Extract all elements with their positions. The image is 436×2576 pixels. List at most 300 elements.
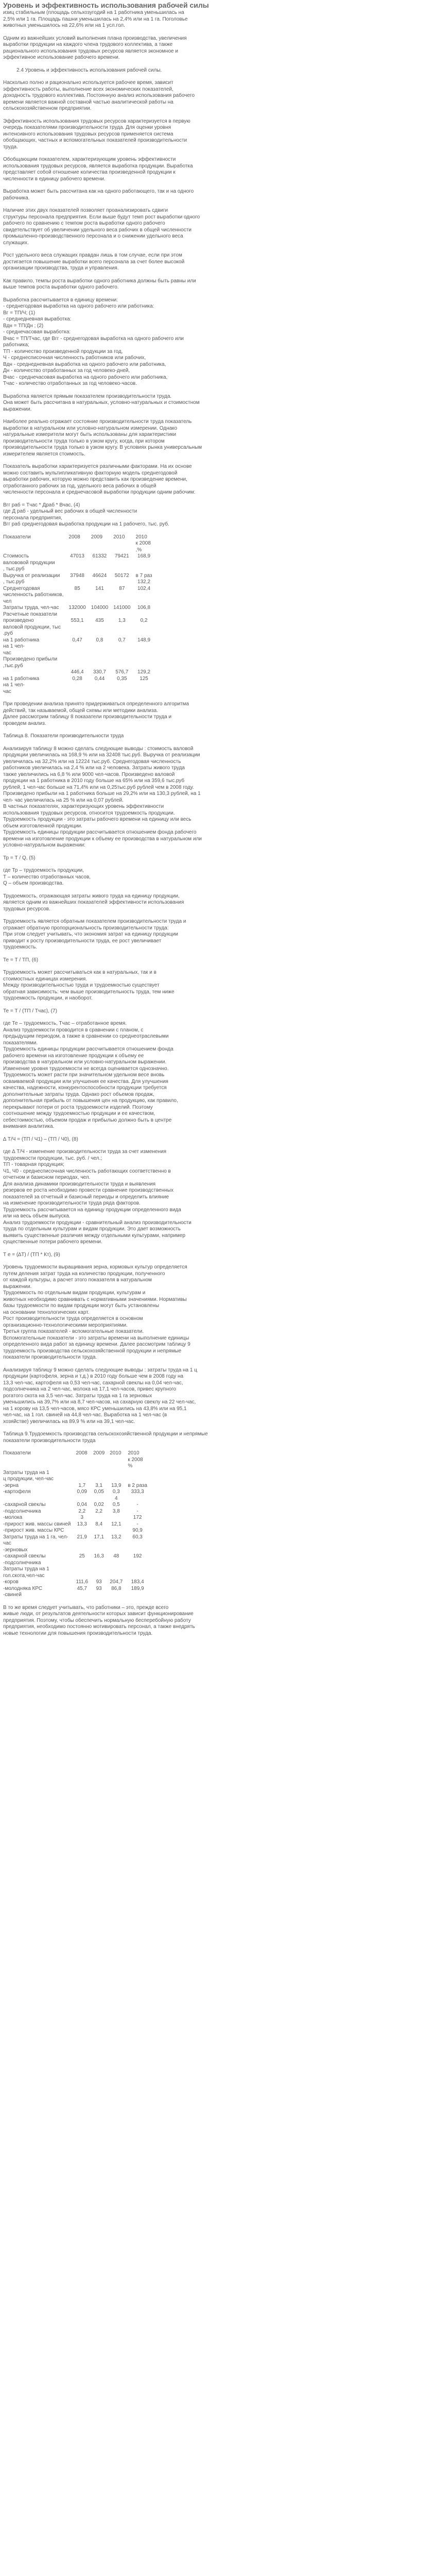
paragraph bbox=[3, 157, 433, 182]
cell-text: 16,3 bbox=[94, 1553, 104, 1559]
table-row bbox=[3, 1483, 152, 1489]
cell-text: 86,8 bbox=[111, 1585, 121, 1591]
cell-text: на 1 работника bbox=[3, 675, 40, 682]
cell-text: произведено валовой продукции, тыс .руб bbox=[3, 618, 61, 636]
table-cell bbox=[110, 1579, 128, 1586]
text-line: При этом следует учитывать, что экономия затрат на единицу продукции bbox=[3, 931, 178, 937]
text-line: трудоемкость производства сельскохозяйственной продукции и непрямые bbox=[3, 1348, 182, 1354]
text-line: перекрывают потери от роста трудоемкости изделий. Поэтому bbox=[3, 1104, 153, 1110]
text-line: стоимостных единицах измерения. bbox=[3, 976, 88, 982]
row-label bbox=[3, 573, 68, 586]
text-line: - среднедневная выработка: bbox=[3, 316, 72, 322]
text-line: где Д раб - удельный вес рабочих в общей численности bbox=[3, 509, 137, 514]
text-line: где Тр – трудоемкость продукции, bbox=[3, 868, 84, 873]
table-cell bbox=[110, 1483, 128, 1489]
text-line: резервов ее роста необходимо провести сравнение производственных bbox=[3, 1188, 173, 1193]
table-cell bbox=[128, 1566, 152, 1579]
text-line: работников увеличилась на 2,4 % или на 2 человека. Затраты живого труда bbox=[3, 765, 185, 771]
paragraph bbox=[3, 957, 433, 964]
cell-text: -подсолнечника bbox=[3, 1508, 41, 1514]
text-line: проведем анализ. bbox=[3, 720, 46, 726]
table-cell bbox=[128, 1502, 152, 1509]
text-line: Трудоемкость может рассчитываться как в натуральных, так и в bbox=[3, 970, 156, 975]
table-row bbox=[3, 669, 158, 676]
table-cell bbox=[136, 676, 158, 683]
text-line: животных необходимо сравнивать с нормативными значениями. Нормативы bbox=[3, 1296, 187, 1302]
text-line: трудовых ресурсов. bbox=[3, 906, 50, 912]
text-line: Трудоемкость является обратным показателем производительности труда и bbox=[3, 919, 186, 924]
table-cell bbox=[68, 682, 91, 695]
table-cell bbox=[91, 656, 113, 669]
table-cell bbox=[128, 1586, 152, 1592]
paragraph bbox=[3, 733, 433, 740]
table-row bbox=[3, 573, 158, 586]
text-line: соотношение между трудоемкостью продукции и ее качеством, bbox=[3, 1111, 155, 1116]
cell-text: Затраты труда на 1 ц продукции, чел-час bbox=[3, 1469, 54, 1482]
cell-text: 0,44 bbox=[94, 675, 105, 682]
table-cell bbox=[93, 1586, 110, 1592]
text-line: Показатель выработки характеризуется различными факторами. На их основе bbox=[3, 464, 192, 469]
cell-text: 47013 bbox=[70, 553, 84, 559]
text-line: - среднегодовая выработка на одного рабочего или работника: bbox=[3, 303, 154, 309]
table-cell bbox=[136, 682, 158, 695]
cell-text: 172 bbox=[133, 1515, 142, 1520]
text-line: предыдущим периодом, а также в сравнении со среднеотраслевыми bbox=[3, 1033, 169, 1039]
cell-text: 330,7 bbox=[93, 669, 106, 675]
table-cell bbox=[93, 1489, 110, 1502]
text-line: сельскохозяйственном предприятии. bbox=[3, 106, 92, 111]
cell-text: 50172 bbox=[114, 572, 129, 579]
table-cell bbox=[76, 1553, 94, 1560]
table-cell bbox=[91, 682, 113, 695]
cell-text: 553,1 bbox=[71, 618, 84, 623]
text-line: Трудоемкость может расти при значительном удельном весе вновь bbox=[3, 1072, 165, 1078]
text-line: на изменение производительности труда ряда факторов. bbox=[3, 1200, 141, 1206]
text-line: подсолнечника на 2 чел-час, молока на 17,1 чел-часов, привес крупного bbox=[3, 1386, 177, 1392]
table-row bbox=[3, 1502, 152, 1509]
table-cell bbox=[93, 1502, 110, 1509]
cell-text: 2,2 bbox=[78, 1508, 86, 1514]
table-cell bbox=[91, 643, 113, 656]
table-cell bbox=[76, 1547, 94, 1554]
cell-text: Затраты труда на 1 га, чел- час bbox=[3, 1534, 68, 1546]
table-cell bbox=[113, 682, 135, 695]
table-cell bbox=[136, 605, 158, 612]
text-line: труда. bbox=[3, 144, 18, 150]
column-header bbox=[113, 534, 135, 554]
table-cell bbox=[128, 1515, 152, 1521]
table-cell bbox=[128, 1483, 152, 1489]
cell-text: 333,3 bbox=[131, 1489, 144, 1495]
cell-text: 2010 bbox=[113, 534, 125, 540]
cell-text: 46624 bbox=[92, 572, 107, 579]
text-line: организации производства, труда и управления. bbox=[3, 265, 119, 271]
cell-text: -зерновых bbox=[3, 1547, 28, 1553]
text-line: увеличилась на 32,2% или на 12224 тыс.руб. Среднегодовая численность bbox=[3, 758, 181, 765]
text-line: новые технологии для повышения производительности труда. bbox=[3, 1630, 153, 1636]
table-cell bbox=[113, 612, 135, 618]
text-line: Насколько полно и рационально используется рабочее время, зависит bbox=[3, 80, 173, 86]
cell-text: 48 bbox=[113, 1553, 119, 1559]
text-line: рублей, 1 чел-час больше на 71,4% или на 0,25тыс.руб рублей чем в 2008 году. bbox=[3, 784, 194, 790]
text-line: Она может быть рассчитана в натуральных, условно-натуральных и стоимостном bbox=[3, 400, 200, 405]
table-cell bbox=[110, 1547, 128, 1554]
text-line: показатели производительности труда bbox=[3, 1437, 96, 1444]
cell-text: 132000 bbox=[68, 605, 86, 611]
text-line: Обобщающим показателем, характеризующим уровень эффективности bbox=[3, 157, 176, 162]
cell-text: -молодняка КРС bbox=[3, 1585, 43, 1591]
text-line: Вгг раб среднегодовая выработка продукции на 1 рабочего, тыс. руб. bbox=[3, 521, 169, 527]
text-line: Анализируя таблицу 9 можно сделать следующие выводы : затраты труда на 1 ц bbox=[3, 1367, 197, 1373]
text-line: Наиболее реально отражает состояние производительности труда показатель bbox=[3, 419, 192, 425]
row-label bbox=[3, 656, 68, 669]
text-line: хозяйстве) увеличилась на 89,9 % или на 39,1 чел-час. bbox=[3, 1418, 135, 1425]
table-header-row bbox=[3, 534, 158, 554]
table-cell bbox=[113, 637, 135, 644]
text-line: Произведено прибыли на 1 работника больше на 29,2% или на 130,3 рублей, на 1 bbox=[3, 791, 201, 796]
text-line: трудоемкость. bbox=[3, 944, 38, 950]
cell-text: 13,2 bbox=[111, 1534, 121, 1540]
cell-text: -зерна bbox=[3, 1482, 19, 1488]
cell-text: 0,5 bbox=[112, 1502, 120, 1507]
table-cell bbox=[136, 656, 158, 669]
text-line: животных уменьшилось на 22,6% или на 1 усл.гол. bbox=[3, 23, 125, 28]
cell-text: 2008 bbox=[68, 534, 80, 540]
column-header bbox=[91, 534, 113, 554]
table-row bbox=[3, 553, 158, 573]
text-line: внимания аналитика. bbox=[3, 1124, 55, 1129]
cell-text: Расчетные показатели bbox=[3, 611, 57, 617]
table-cell bbox=[110, 1515, 128, 1521]
text-line: Тчас - количество отработанных за год человеко-часов. bbox=[3, 381, 137, 386]
paragraph bbox=[3, 1252, 433, 1259]
text-line: Далее рассмотрим таблицу 8 показатели производительности труда и bbox=[3, 714, 172, 720]
text-line: Выработка рассчитывается в единицу времени: bbox=[3, 297, 118, 303]
column-header bbox=[93, 1450, 110, 1470]
text-line: трудоемкости продукции, тыс. руб. / чел.; bbox=[3, 1155, 102, 1161]
cell-text: 0,05 bbox=[94, 1489, 104, 1495]
table-cell bbox=[136, 618, 158, 637]
row-label bbox=[3, 669, 68, 676]
cell-text: Показатели bbox=[3, 1450, 31, 1456]
cell-text: 0,8 bbox=[96, 637, 103, 643]
table-cell bbox=[91, 586, 113, 605]
cell-text: -сахарной свеклы bbox=[3, 1502, 46, 1507]
cell-text: 93 bbox=[96, 1579, 102, 1585]
text-line: доходность трудового коллектива. Постоянную анализ использования рабочего bbox=[3, 93, 195, 98]
table-row bbox=[3, 618, 158, 637]
table-cell bbox=[76, 1534, 94, 1547]
table-cell bbox=[113, 676, 135, 683]
text-line: производства в натуральном или условно-натуральном выражении. bbox=[3, 1059, 167, 1065]
table-cell bbox=[113, 656, 135, 669]
text-line: времени на изготовление продукции к объему ее производства в натуральном или bbox=[3, 836, 202, 842]
table-cell bbox=[110, 1560, 128, 1567]
column-header bbox=[3, 534, 68, 554]
paragraph bbox=[3, 1264, 433, 1361]
table-cell bbox=[110, 1489, 128, 1502]
column-header bbox=[76, 1450, 94, 1470]
table-cell bbox=[128, 1553, 152, 1560]
text-line: чел- час увеличилась на 25 % или на 0,07 рублей. bbox=[3, 797, 124, 803]
cell-text: 12,1 bbox=[111, 1521, 121, 1527]
table-cell bbox=[91, 618, 113, 637]
cell-text: 2,2 bbox=[95, 1508, 103, 1514]
table-row bbox=[3, 605, 158, 612]
table-cell bbox=[68, 553, 91, 573]
row-label bbox=[3, 1592, 76, 1599]
text-line: служащих. bbox=[3, 240, 29, 246]
text-line: Вдн - среднедневная выработка на одного рабочего или работника, bbox=[3, 361, 166, 367]
cell-text: 0,2 bbox=[140, 618, 148, 623]
cell-text: -прирост жив. массы КРС bbox=[3, 1528, 64, 1533]
cell-text: 576,7 bbox=[115, 669, 129, 675]
text-line: Для анализа динамики производительности труда и выявления bbox=[3, 1181, 156, 1187]
table-cell bbox=[110, 1534, 128, 1547]
table-cell bbox=[93, 1547, 110, 1554]
table-row bbox=[3, 1592, 152, 1599]
cell-text: 0,28 bbox=[72, 675, 82, 682]
cell-text: 0,3 4 bbox=[112, 1489, 120, 1501]
paragraph bbox=[3, 868, 433, 887]
table-cell bbox=[93, 1560, 110, 1567]
table-row bbox=[3, 643, 158, 656]
text-line: обратная зависимость: чем выше производительность труда, тем ниже bbox=[3, 989, 175, 995]
cell-text: -прирост жив. массы свиней bbox=[3, 1521, 71, 1527]
paragraph bbox=[3, 1149, 433, 1246]
text-line: Трудоемкость по отдельным видам продукции, культурам и bbox=[3, 1290, 146, 1296]
paragraph bbox=[3, 419, 433, 457]
row-label bbox=[3, 586, 68, 605]
table-cell bbox=[110, 1592, 128, 1599]
text-line: качества, надежности, конкурентоспособности продукции требуется bbox=[3, 1085, 167, 1091]
paragraph bbox=[3, 1021, 433, 1130]
table-row bbox=[3, 637, 158, 644]
table-cell bbox=[136, 553, 158, 573]
row-label bbox=[3, 1534, 76, 1547]
row-label bbox=[3, 1521, 76, 1528]
text-line: Изменение уровня трудоемкости не всегда оценивается однозначно. bbox=[3, 1065, 169, 1072]
paragraph bbox=[3, 118, 433, 151]
text-line: живые люди, от результатов деятельности которых зависит функционирование bbox=[3, 1611, 194, 1617]
text-line: дополнительные затраты труда. Однако рост объемов продаж, bbox=[3, 1091, 154, 1097]
text-line: Трудоемкость рассчитывается на единицу продукции определенного вида bbox=[3, 1207, 181, 1213]
cell-text: 168,9 bbox=[137, 553, 151, 559]
cell-text: 17,1 bbox=[94, 1534, 104, 1540]
table-cell bbox=[68, 656, 91, 669]
table-cell bbox=[128, 1521, 152, 1528]
table-cell bbox=[93, 1483, 110, 1489]
cell-text: 189,9 bbox=[131, 1585, 144, 1591]
text-line: предприятия, необходимо постоянно мотивировать персонал, а также внедрять bbox=[3, 1624, 195, 1630]
row-label bbox=[3, 1509, 76, 1515]
cell-text: 45,7 bbox=[77, 1585, 87, 1591]
table-cell bbox=[136, 612, 158, 618]
text-line: Q – объем производства. bbox=[3, 880, 64, 886]
row-label bbox=[3, 1547, 76, 1554]
row-label bbox=[3, 643, 68, 656]
row-label bbox=[3, 1586, 76, 1592]
data-table bbox=[3, 534, 158, 696]
text-line: интенсивного использования трудовых ресурсов применяется система bbox=[3, 131, 173, 137]
text-line: рационального использования трудовых ресурсов является экономное и bbox=[3, 48, 178, 54]
text-line: В частных показателях, характеризующих уровень эффективности bbox=[3, 804, 164, 809]
text-line: Анализ трудоемкости продукции - сравнительный анализ производительности bbox=[3, 1219, 191, 1226]
cell-text: 2008 bbox=[76, 1450, 88, 1456]
cell-text: 102,4 bbox=[137, 585, 151, 591]
table-cell bbox=[76, 1566, 94, 1579]
cell-text: 104000 bbox=[91, 605, 109, 611]
text-line: очередь показателями производительности труда. Для оценки уровня bbox=[3, 125, 171, 130]
text-line: Вспомогательные показатели - это затраты времени на выполнение единицы bbox=[3, 1335, 189, 1341]
cell-text: 192 bbox=[133, 1553, 142, 1559]
table-cell bbox=[76, 1483, 94, 1489]
text-line: Т е = (∆Т) / (ТП * Кт), (9) bbox=[3, 1251, 60, 1258]
paragraph bbox=[3, 464, 433, 496]
text-line: определенного вида работ за единицу времени. Далее рассмотрим таблицу 9 bbox=[3, 1342, 190, 1347]
table-cell bbox=[113, 553, 135, 573]
paragraph bbox=[3, 80, 433, 112]
text-line: Как правило, темпы роста выработки одного работника должны быть равны или bbox=[3, 278, 196, 284]
row-label bbox=[3, 637, 68, 644]
text-line: Ч - среднесписочная численность работников или рабочих, bbox=[3, 355, 146, 361]
table-cell bbox=[76, 1521, 94, 1528]
text-line: Вгг раб = Тчас * Драб * Вчас, (4) bbox=[3, 502, 80, 508]
text-line: продукции на 1 работника в 2010 году больше на 65% или на 359,6 тыс.руб bbox=[3, 778, 185, 784]
cell-text: 85 bbox=[74, 585, 80, 591]
text-line: показателями. bbox=[3, 1040, 38, 1046]
text-line: 2,5% или 1 га. Площадь пашни уменьшилась на 2,4% или на 1 га. Поголовье bbox=[3, 16, 188, 22]
text-line: показатели производительности труда. bbox=[3, 1354, 97, 1360]
row-label bbox=[3, 618, 68, 637]
column-header bbox=[68, 534, 91, 554]
text-line: выявить существенные различия между отдельными культурами, например bbox=[3, 1232, 186, 1239]
text-line: Третья группа показателей - вспомогательные показатели. bbox=[3, 1329, 144, 1334]
table-row bbox=[3, 1566, 152, 1579]
table-cell bbox=[93, 1579, 110, 1586]
table-cell bbox=[110, 1528, 128, 1534]
text-line: где ∆ Т/Ч - изменение производительности труда за счет изменения bbox=[3, 1149, 166, 1155]
table-cell bbox=[113, 586, 135, 605]
table-row bbox=[3, 682, 158, 695]
text-line: от каждой культуры, а расчет этого показателя в натуральном bbox=[3, 1277, 152, 1283]
text-line: использования трудовых ресурсов, относится трудоемкость продукции. bbox=[3, 810, 175, 816]
table-cell bbox=[76, 1489, 94, 1502]
table-row bbox=[3, 1521, 152, 1528]
text-line: выработки в натуральном или условно-натуральном измерении. Однако bbox=[3, 425, 178, 431]
table-cell bbox=[110, 1521, 128, 1528]
table-cell bbox=[128, 1489, 152, 1502]
cell-text: 3,1 bbox=[95, 1482, 103, 1488]
text-line: натуральные измерители могут быть использованы для характеристики bbox=[3, 432, 177, 437]
table-cell bbox=[136, 586, 158, 605]
cell-text: 0,35 bbox=[117, 675, 127, 682]
table-cell bbox=[128, 1534, 152, 1547]
text-line: Уровень трудоемкости выращивания зерна, кормовых культур определяется bbox=[3, 1264, 187, 1270]
cell-text: -подсолнечника bbox=[3, 1560, 41, 1566]
table-cell bbox=[68, 586, 91, 605]
table-row bbox=[3, 1489, 152, 1502]
text-line: численности в единицу рабочего времени. bbox=[3, 176, 106, 182]
text-line: персонала предприятия, bbox=[3, 515, 62, 521]
document-body bbox=[3, 10, 433, 1637]
text-line: предприятия. Поэтому, чтобы обеспечить нормальную бесперебойную работу bbox=[3, 1617, 191, 1623]
table-cell bbox=[68, 669, 91, 676]
paragraph bbox=[3, 701, 433, 727]
cell-text: Произведено прибыли ,тыс.руб bbox=[3, 656, 58, 669]
table-cell bbox=[113, 605, 135, 612]
table-cell bbox=[136, 669, 158, 676]
text-line: В то же время следует учитывать, что работники – это, прежде всего bbox=[3, 1604, 169, 1611]
cell-text: Затраты труда, чел-час bbox=[3, 605, 59, 611]
cell-text: Выручка от реализации , тыс.руб bbox=[3, 572, 60, 585]
cell-text: -картофеля bbox=[3, 1489, 31, 1495]
table-row bbox=[3, 1547, 152, 1554]
table-row bbox=[3, 612, 158, 618]
text-line: Выработка может быть рассчитана как на одного работающего, так и на одного bbox=[3, 189, 194, 194]
text-line: Трудоемкость продукции - это затраты рабочего времени на единицу или весь bbox=[3, 817, 191, 822]
table-cell bbox=[128, 1509, 152, 1515]
table-cell bbox=[113, 669, 135, 676]
cell-text: 183,4 bbox=[131, 1579, 144, 1585]
table-cell bbox=[113, 643, 135, 656]
text-line: Между производительностью труда и трудоемкостью существует bbox=[3, 982, 160, 988]
text-line: Одним из важнейших условий выполнения плана производства, увеличения bbox=[3, 35, 187, 41]
text-line: изиц стабильным (площадь сельхозугодий на 1 работника уменьшилась на bbox=[3, 10, 184, 15]
paragraph bbox=[3, 189, 433, 201]
text-line: Вдн = ТП/Дн ; (2) bbox=[3, 323, 44, 329]
table-cell bbox=[76, 1586, 94, 1592]
table-cell bbox=[76, 1502, 94, 1509]
cell-text: 111,6 bbox=[76, 1579, 89, 1585]
row-label bbox=[3, 676, 68, 683]
text-line: Выработка является прямым показателем производительности труда. bbox=[3, 393, 172, 399]
text-line: уменьшились на 39,7% или на 8,7 чел-часов, на сахарную свеклу на 22 чел-час, bbox=[3, 1399, 196, 1405]
text-line: существенные потери рабочего времени. bbox=[3, 1239, 102, 1245]
text-line: можно составить мультипликативную факторную модель среднегодовой bbox=[3, 470, 178, 476]
table-cell bbox=[110, 1509, 128, 1515]
table-cell bbox=[136, 643, 158, 656]
table-cell bbox=[93, 1534, 110, 1547]
cell-text: 2010 к 2008 ,% bbox=[135, 534, 151, 553]
table-cell bbox=[128, 1560, 152, 1567]
table-cell bbox=[93, 1515, 110, 1521]
text-line: или на весь объем выпуска. bbox=[3, 1213, 71, 1219]
text-line: себестоимостью, объемом продаж и прибылью должно быть в центре bbox=[3, 1117, 172, 1123]
text-line: обобщающих, частных и вспомогательных показателей производительности bbox=[3, 138, 187, 143]
table-row bbox=[3, 1534, 152, 1547]
cell-text: 21,9 bbox=[77, 1534, 87, 1540]
table-cell bbox=[76, 1528, 94, 1534]
text-line: базы трудоемкости по видам продукции могут быть установлены bbox=[3, 1303, 160, 1309]
text-line: Вчас = ТП/Тчас, где Вгг - среднегодовая выработка на одного рабочего или bbox=[3, 335, 184, 342]
text-line: Трудоемкость, отражающая затраты живого труда на единицу продукции, bbox=[3, 893, 180, 899]
column-header bbox=[128, 1450, 152, 1470]
cell-text: 60,3 bbox=[132, 1534, 143, 1540]
data-table bbox=[3, 1450, 152, 1599]
text-line: чел-час, на 1 гол. свиней на 44,8 чел-час. Выработка на 1 чел-час (в bbox=[3, 1412, 167, 1418]
text-line: Те = Т / (ТП / Тчас), (7) bbox=[3, 1008, 57, 1014]
text-line: отражает обратную пропорциональность производительности труда: bbox=[3, 925, 169, 931]
row-label bbox=[3, 1502, 76, 1509]
paragraph bbox=[3, 394, 433, 413]
paragraph bbox=[3, 1137, 433, 1143]
cell-text: 25 bbox=[79, 1553, 85, 1559]
cell-text: -свиней bbox=[3, 1592, 22, 1598]
table-cell bbox=[93, 1553, 110, 1560]
text-line: Анализируя таблицу 8 можно сделать следующие выводы : стоимость валовой bbox=[3, 745, 194, 752]
paragraph bbox=[3, 893, 433, 913]
